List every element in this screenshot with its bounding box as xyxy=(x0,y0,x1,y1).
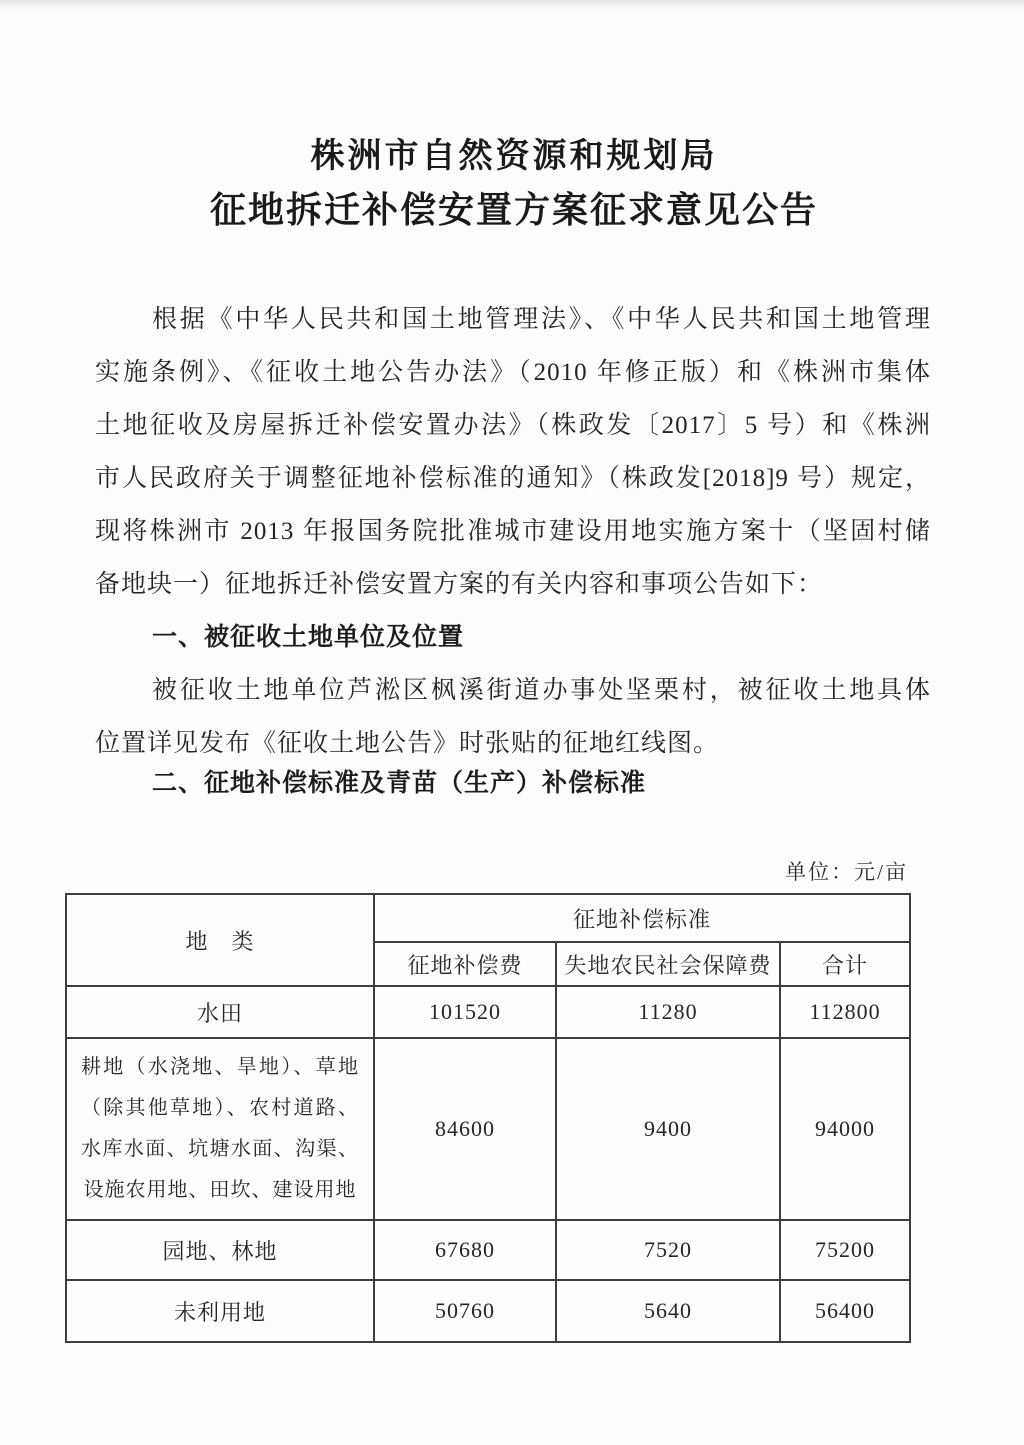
document-title-line-2: 征地拆迁补偿安置方案征求意见公告 xyxy=(209,190,818,230)
land-type-cell: 园地、林地 xyxy=(66,1220,374,1280)
social-cell: 5640 xyxy=(556,1280,780,1342)
table-row xyxy=(66,1280,910,1342)
intro-line-4: 市人民政府关于调整征地补偿标准的通知》（株政发[2018]9 号）规定， xyxy=(95,465,931,492)
header-land-type: 地 类 xyxy=(66,894,374,986)
intro-line-2: 实施条例》、《征收土地公告办法》（2010 年修正版）和《株洲市集体 xyxy=(95,359,931,386)
header-social-security-fee: 失地农民社会保障费 xyxy=(556,942,780,986)
document-body xyxy=(95,293,931,770)
header-compensation-fee: 征地补偿费 xyxy=(374,942,556,986)
total-cell: 94000 xyxy=(780,1038,910,1220)
social-cell: 9400 xyxy=(556,1038,780,1220)
table-row xyxy=(66,986,910,1038)
intro-line-6: 备地块一）征地拆迁补偿安置方案的有关内容和事项公告如下： xyxy=(95,571,824,598)
compensation-table xyxy=(65,893,911,1343)
table-row xyxy=(66,1220,910,1280)
header-compensation-standard-group: 征地补偿标准 xyxy=(374,894,910,942)
intro-line-5: 现将株洲市 2013 年报国务院批准城市建设用地实施方案十（坚固村储 xyxy=(95,518,931,545)
fee-cell: 84600 xyxy=(374,1038,556,1220)
section-1-line-1: 被征收土地单位芦淞区枫溪街道办事处坚栗村，被征收土地具体 xyxy=(152,677,931,704)
total-cell: 112800 xyxy=(780,986,910,1038)
section-2-heading: 二、征地补偿标准及青苗（生产）补偿标准 xyxy=(152,770,647,797)
section-1-line-2: 位置详见发布《征收土地公告》时张贴的征地红线图。 xyxy=(95,730,720,757)
document-title-line-1: 株洲市自然资源和规划局 xyxy=(310,138,718,175)
land-type-cell: 耕地（水浇地、旱地）、草地（除其他草地）、农村道路、水库水面、坑塘水面、沟渠、设施农用地、田坎、建设用地 xyxy=(66,1038,374,1220)
total-cell: 75200 xyxy=(780,1220,910,1280)
intro-line-3: 土地征收及房屋拆迁补偿安置办法》（株政发〔2017〕5 号）和《株洲 xyxy=(95,412,931,439)
section-1-heading: 一、被征收土地单位及位置 xyxy=(152,624,465,651)
fee-cell: 50760 xyxy=(374,1280,556,1342)
scan-top-shadow xyxy=(0,0,1024,12)
fee-cell: 101520 xyxy=(374,986,556,1038)
intro-line-1: 根据《中华人民共和国土地管理法》、《中华人民共和国土地管理 xyxy=(152,306,931,333)
social-cell: 7520 xyxy=(556,1220,780,1280)
social-cell: 11280 xyxy=(556,986,780,1038)
table-row xyxy=(66,1038,910,1220)
land-type-cell: 未利用地 xyxy=(66,1280,374,1342)
table-header-row-1 xyxy=(66,894,910,942)
fee-cell: 67680 xyxy=(374,1220,556,1280)
table-unit-label: 单位：元/亩 xyxy=(785,860,908,884)
land-type-cell: 水田 xyxy=(66,986,374,1038)
header-total: 合计 xyxy=(780,942,910,986)
total-cell: 56400 xyxy=(780,1280,910,1342)
